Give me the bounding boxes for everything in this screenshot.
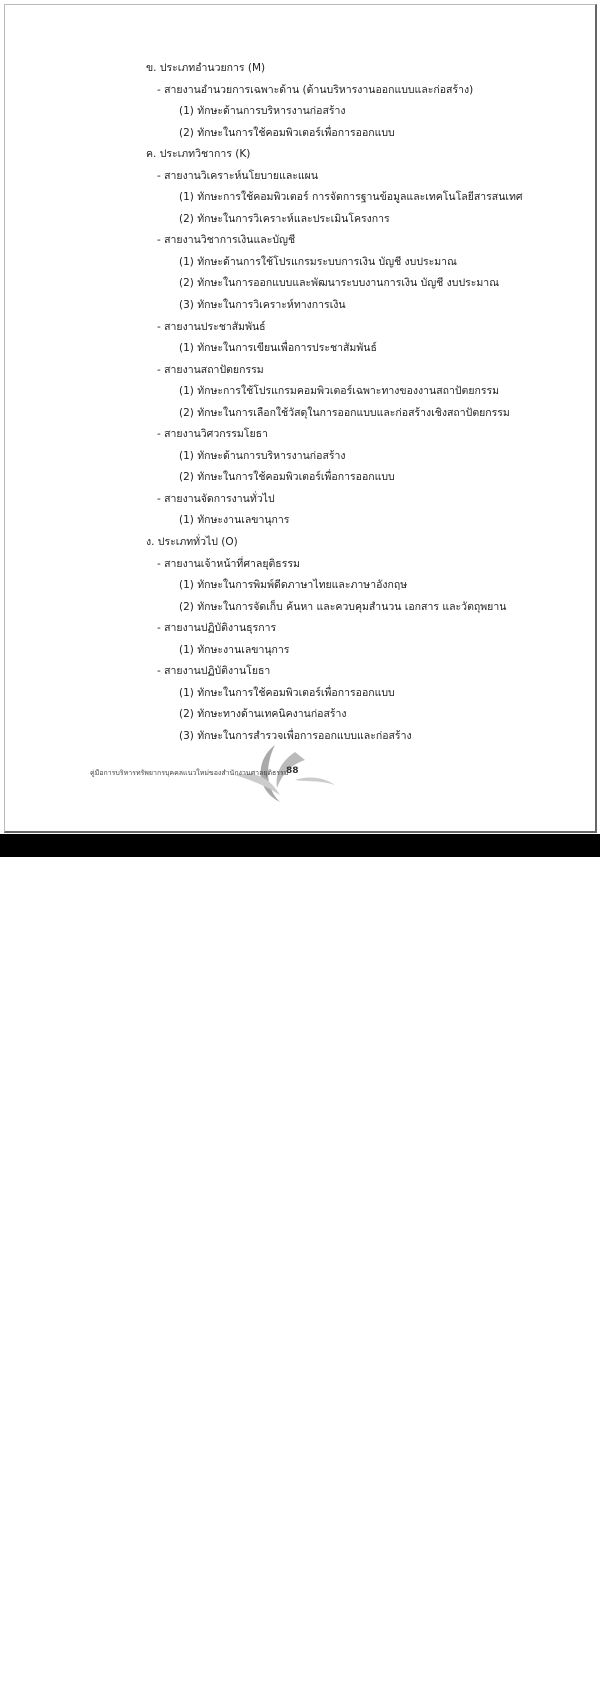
watermark-text: [1276x1789] https://upic.me/	[391, 1671, 594, 1685]
skill-item: (2) ทักษะในการใช้คอมพิวเตอร์เพื่อการออกแบบ	[179, 126, 395, 139]
footer-title: คู่มือการบริหารทรัพยากรบุคคลแนวใหม่ของสำนักงานศาลยุติธรรม	[90, 769, 289, 777]
skill-item: (3) ทักษะในการสำรวจเพื่อการออกแบบและก่อสร้าง	[179, 729, 412, 742]
skill-item: (2) ทักษะในการออกแบบและพัฒนาระบบงานการเงิน บัญชี งบประมาณ	[179, 277, 499, 290]
skill-item: (1) ทักษะด้านการบริหารงานก่อสร้าง	[179, 449, 346, 462]
skill-item: (3) ทักษะในการวิเคราะห์ทางการเงิน	[179, 299, 346, 312]
subsection-item: - สายงานวิศวกรรมโยธา	[157, 428, 268, 441]
skill-item: (2) ทักษะในการใช้คอมพิวเตอร์เพื่อการออกแบบ	[179, 471, 395, 484]
skill-item: (1) ทักษะการใช้โปรแกรมคอมพิวเตอร์เฉพาะทางของงานสถาปัตยกรรม	[179, 385, 500, 398]
subsection-item: - สายงานเจ้าหน้าที่ศาลยุติธรรม	[157, 557, 300, 570]
document-body	[0, 58, 600, 748]
subsection-item: - สายงานวิเคราะห์นโยบายและแผน	[157, 169, 319, 182]
skill-item: (2) ทักษะในการเลือกใช้วัสดุในการออกแบบและก่อสร้างเชิงสถาปัตยกรรม	[179, 406, 510, 419]
watermark-bar	[0, 834, 600, 1685]
subsection-item: - สายงานวิชาการเงินและบัญชี	[157, 234, 296, 247]
subsection-item: - สายงานปฏิบัติงานโยธา	[157, 665, 271, 678]
skill-item: (1) ทักษะในการใช้คอมพิวเตอร์เพื่อการออกแบบ	[179, 686, 395, 699]
skill-item: (2) ทักษะในการจัดเก็บ ค้นหา และควบคุมสำนวน เอกสาร และวัตถุพยาน	[179, 600, 507, 613]
section-heading: ง. ประเภททั่วไป (O)	[146, 536, 238, 549]
skill-item: (1) ทักษะด้านการใช้โปรแกรมระบบการเงิน บัญชี งบประมาณ	[179, 255, 457, 268]
skill-item: (2) ทักษะในการวิเคราะห์และประเมินโครงการ	[179, 212, 390, 225]
subsection-item: - สายงานประชาสัมพันธ์	[157, 320, 266, 333]
skill-item: (1) ทักษะในการเขียนเพื่อการประชาสัมพันธ์	[179, 342, 377, 355]
skill-item: (1) ทักษะการใช้คอมพิวเตอร์ การจัดการฐานข้อมูลและเทคโนโลยีสารสนเทศ	[179, 191, 523, 204]
subsection-item: - สายงานปฏิบัติงานธุรการ	[157, 622, 277, 635]
page-number: 88	[286, 766, 299, 776]
skill-item: (1) ทักษะด้านการบริหารงานก่อสร้าง	[179, 105, 346, 118]
skill-item: (1) ทักษะงานเลขานุการ	[179, 643, 290, 656]
skill-item: (1) ทักษะงานเลขานุการ	[179, 514, 290, 527]
subsection-item: - สายงานอำนวยการเฉพาะด้าน (ด้านบริหารงานออกแบบและก่อสร้าง)	[157, 83, 474, 96]
subsection-item: - สายงานจัดการงานทั่วไป	[157, 492, 275, 505]
section-heading: ค. ประเภทวิชาการ (K)	[146, 148, 251, 161]
section-heading: ข. ประเภทอำนวยการ (M)	[146, 62, 266, 74]
skill-item: (2) ทักษะทางด้านเทคนิคงานก่อสร้าง	[179, 708, 347, 721]
skill-item: (1) ทักษะในการพิมพ์ดีดภาษาไทยและภาษาอังกฤษ	[179, 579, 408, 592]
subsection-item: - สายงานสถาปัตยกรรม	[157, 363, 264, 376]
